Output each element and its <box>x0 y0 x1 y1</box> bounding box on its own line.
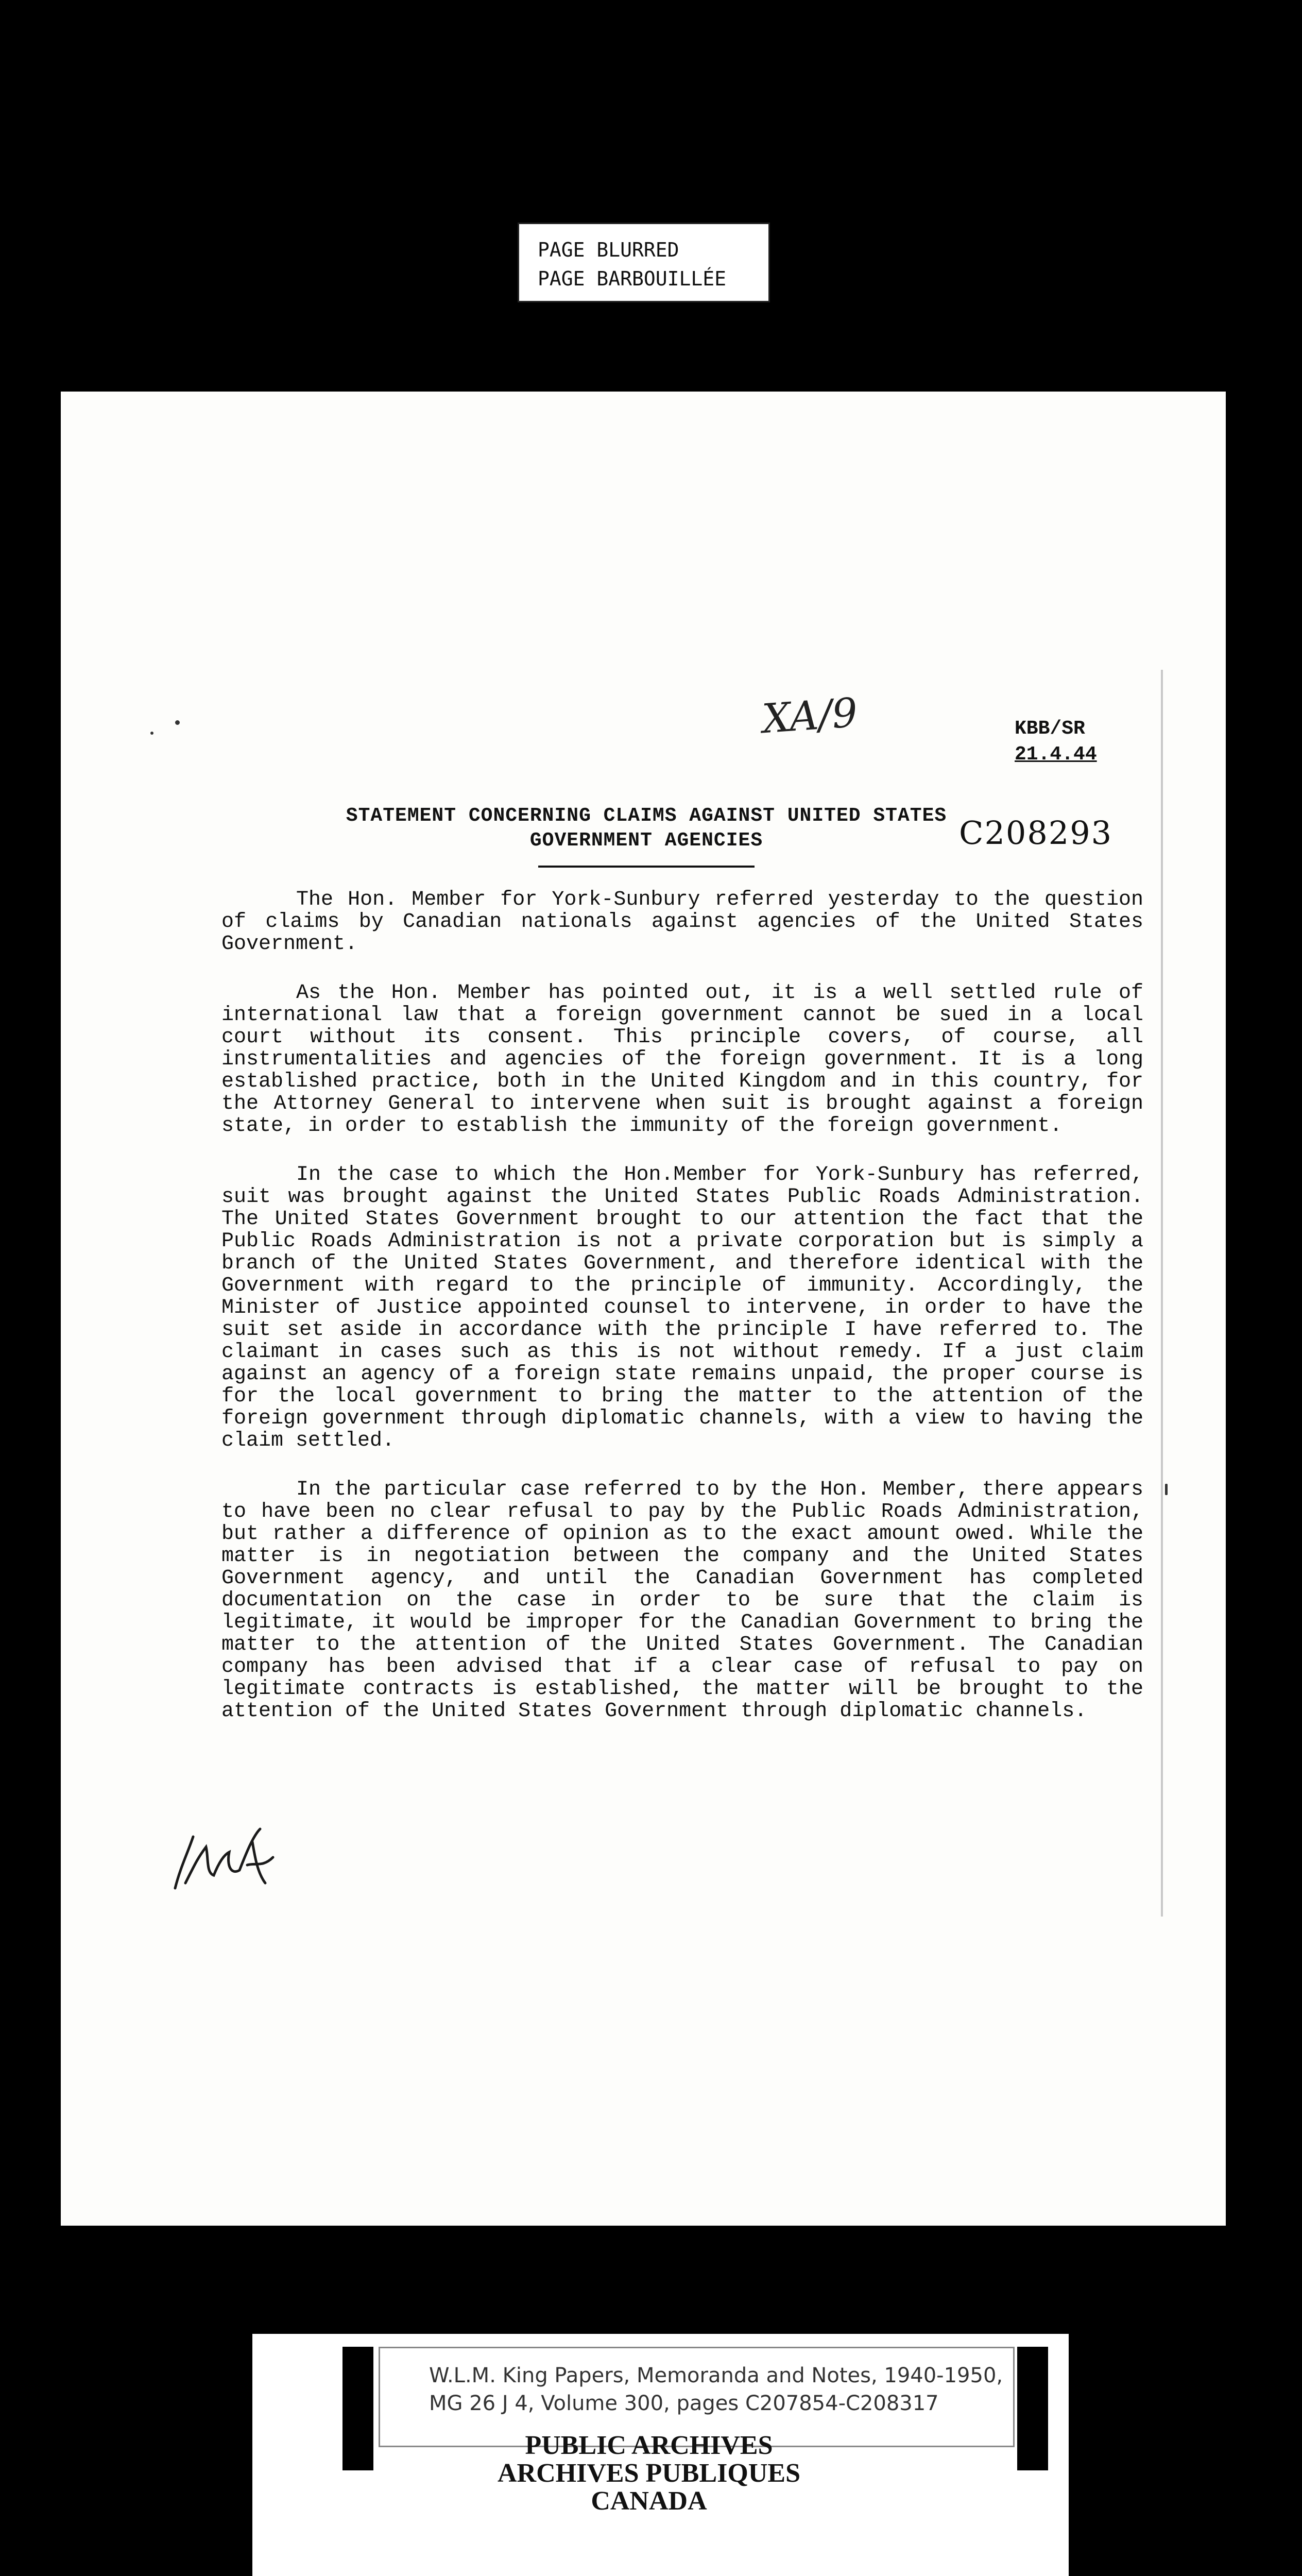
scan-speck <box>175 720 180 725</box>
page-edge-shadow <box>1161 670 1163 1917</box>
document-title <box>304 804 989 853</box>
scan-speck <box>150 732 153 735</box>
title-line-1: STATEMENT CONCERNING CLAIMS AGAINST UNITED STATES <box>346 805 947 827</box>
page-blurred-label <box>518 223 770 302</box>
scan-speck <box>1165 1484 1168 1495</box>
title-underline <box>538 866 755 868</box>
footer-frame-left <box>342 2347 373 2470</box>
reference-initials: KBB/SR <box>1015 718 1085 740</box>
archive-document-number: C208293 <box>959 814 1113 852</box>
title-line-2: GOVERNMENT AGENCIES <box>529 829 763 852</box>
blurred-label-english: PAGE BLURRED <box>538 239 679 261</box>
archives-line-country: CANADA <box>591 2486 707 2516</box>
citation-line-2: MG 26 J 4, Volume 300, pages C207854-C208317 <box>429 2392 939 2415</box>
handwritten-initials-signature <box>170 1826 283 1893</box>
statement-body <box>221 889 1143 1749</box>
paragraph-2: As the Hon. Member has pointed out, it is a well settled rule of international law that a foreign government cannot be sued in a local court without its consent. This principle covers, of course, all instrumentalities and agencies of the foreign government. It is a long established practice, both in the United Kingdom and in this country, for the Attorney General to intervene when suit is brought against a foreign state, in order to establish the immunity of the foreign government. <box>221 981 1143 1138</box>
footer-frame-right <box>1017 2347 1048 2470</box>
paragraph-4: In the particular case referred to by the Hon. Member, there appears to have been no clear refusal to pay by the Public Roads Administration, but rather a difference of opinion as to the exact amount owed. While the matter is in negotiation between the company and the United States Government agency, and until the Canadian Government has completed documentation on the case in order to be sure that the claim is legitimate, it would be improper for the Canadian Government to bring the matter to the attention of the United States Government. The Canadian company has been advised that if a clear case of refusal to pay on legitimate contracts is established, the matter will be brought to the attention of the United States Government through diplomatic channels. <box>221 1478 1143 1723</box>
archives-stamp <box>427 2432 870 2515</box>
archives-line-english: PUBLIC ARCHIVES <box>525 2431 773 2460</box>
paragraph-1: The Hon. Member for York-Sunbury referred yesterday to the question of claims by Canadian nationals against agencies of the United States Government. <box>221 888 1143 956</box>
reference-date: 21.4.44 <box>1015 743 1097 766</box>
handwritten-file-note: XA/9 <box>761 689 859 743</box>
archives-line-french: ARCHIVES PUBLIQUES <box>497 2459 801 2488</box>
citation-line-1: W.L.M. King Papers, Memoranda and Notes, 1940-1950, <box>429 2364 1003 2387</box>
reference-block <box>1015 716 1097 768</box>
paragraph-3: In the case to which the Hon.Member for York-Sunbury has referred, suit was brought against the United States Public Roads Administration. The United States Government brought to our attention the fact that the Public Roads Administration is not a private corporation but is simply a branch of the United States Government, and therefore identical with the Government with regard to the principle of immunity. Accordingly, the Minister of Justice appointed counsel to intervene, in order to have the suit set aside in accordance with the principle I have referred to. The claimant in cases such as this is not without remedy. If a just claim against an agency of a foreign state remains unpaid, the proper course is for the local government to bring the matter to the attention of the foreign government through diplomatic channels, with a view to having the claim settled. <box>221 1163 1143 1452</box>
blurred-label-french: PAGE BARBOUILLÉE <box>538 267 727 290</box>
